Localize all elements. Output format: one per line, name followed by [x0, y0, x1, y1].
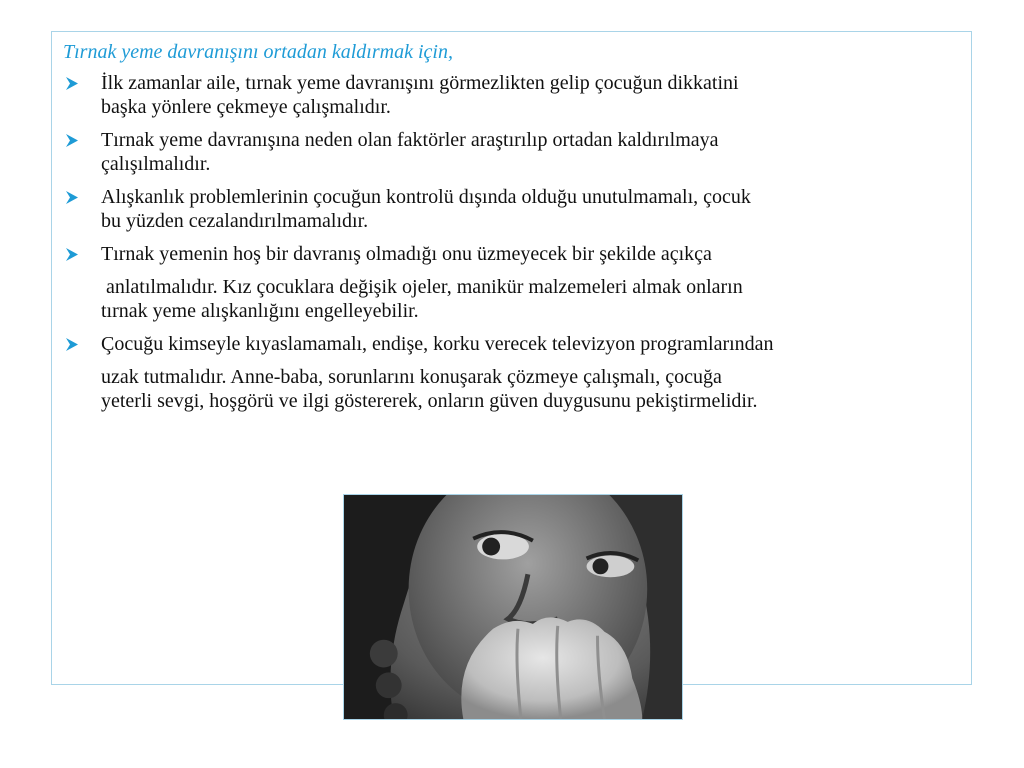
slide-title: Tırnak yeme davranışını ortadan kaldırmak için,: [63, 41, 453, 63]
arrow-bullet-icon: [65, 77, 79, 90]
arrow-bullet-icon: [65, 338, 79, 351]
bullet-item-5: [63, 332, 968, 413]
photo-illustration: [344, 495, 682, 719]
nail-biting-photo: [343, 494, 683, 720]
bullet-item-3: [63, 185, 968, 233]
bullet-line: çalışılmalıdır.: [101, 153, 211, 175]
bullet-line: anlatılmalıdır. Kız çocuklara değişik ojeler, manikür malzemeleri almak onların: [101, 276, 743, 298]
bullet-line: Alışkanlık problemlerinin çocuğun kontrolü dışında olduğu unutulmamalı, çocuk: [101, 186, 751, 208]
arrow-bullet-icon: [65, 191, 79, 204]
arrow-bullet-icon: [65, 248, 79, 261]
bullet-line: bu yüzden cezalandırılmamalıdır.: [101, 210, 369, 232]
bullet-line: uzak tutmalıdır. Anne-baba, sorunlarını konuşarak çözmeye çalışmalı, çocuğa: [101, 366, 722, 388]
arrow-bullet-icon: [65, 134, 79, 147]
bullet-line: başka yönlere çekmeye çalışmalıdır.: [101, 96, 391, 118]
bullet-item-2: [63, 128, 968, 176]
bullet-line: Tırnak yeme davranışına neden olan faktörler araştırılıp ortadan kaldırılmaya: [101, 129, 719, 151]
bullet-line: tırnak yeme alışkanlığını engelleyebilir.: [101, 300, 419, 322]
bullet-line: Çocuğu kimseyle kıyaslamamalı, endişe, korku verecek televizyon programlarından: [101, 333, 774, 355]
bullet-item-1: [63, 71, 968, 119]
bullet-line: Tırnak yemenin hoş bir davranış olmadığı onu üzmeyecek bir şekilde açıkça: [101, 243, 712, 265]
bullet-item-4: [63, 242, 968, 323]
bullet-line: yeterli sevgi, hoşgörü ve ilgi göstererek, onların güven duygusunu pekiştirmelidir.: [101, 390, 758, 412]
bullet-line: İlk zamanlar aile, tırnak yeme davranışını görmezlikten gelip çocuğun dikkatini: [101, 72, 739, 94]
bullet-list: [63, 71, 968, 422]
